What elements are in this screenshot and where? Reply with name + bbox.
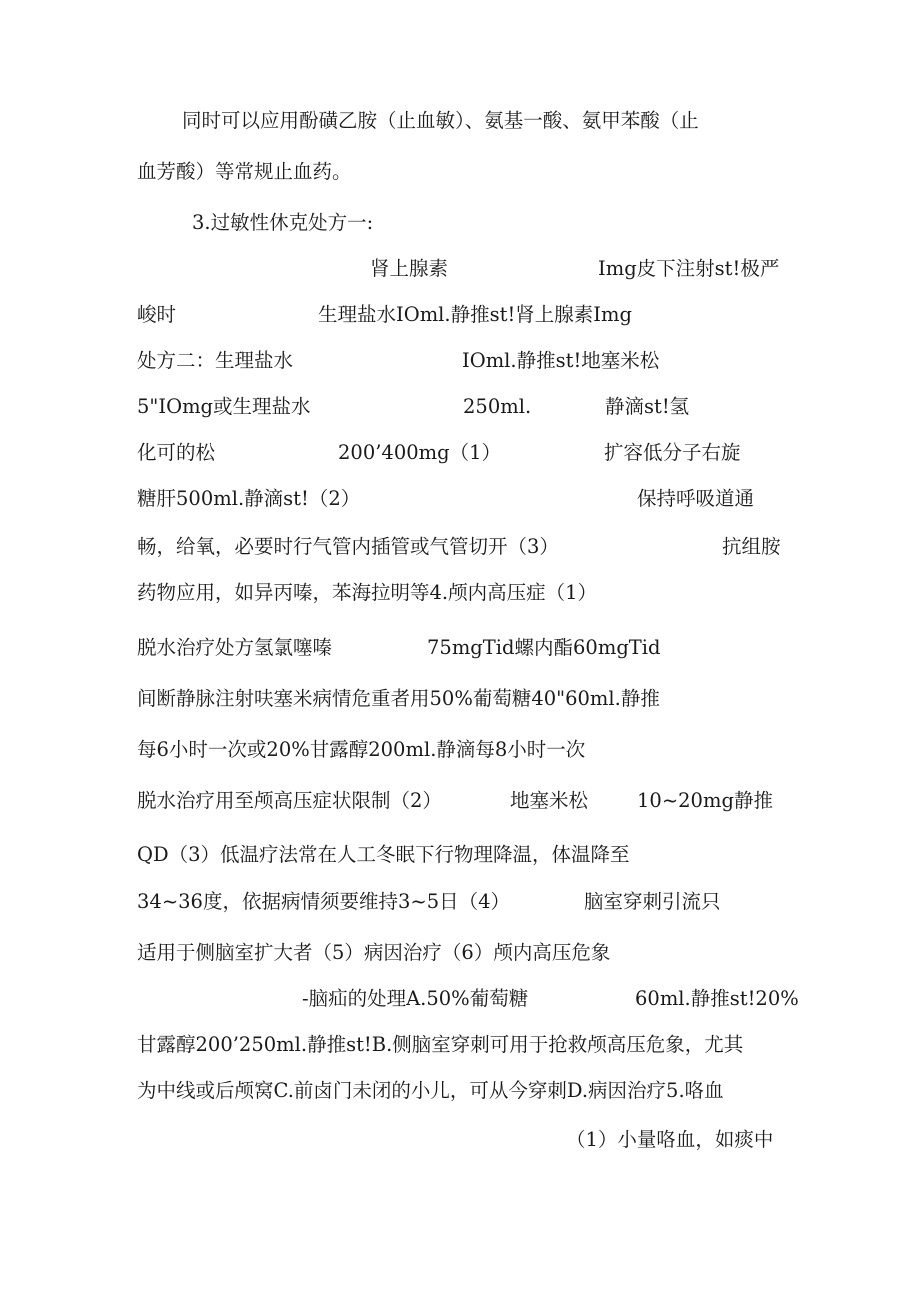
text-line-18: 适用于侧脑室扩大者（5）病因治疗（6）颅内高压危象 — [137, 941, 611, 964]
text-line-1: 同时可以应用酚磺乙胺（止血敏）、氨基一酸、氨甲苯酸（止 — [182, 109, 699, 132]
text-line-17b: 脑室穿刺引流只 — [584, 890, 721, 913]
text-line-14: 每6小时一次或20%甘露醇200ml.静滴每8小时一次 — [137, 738, 586, 761]
text-line-7b: 250ml. — [463, 395, 532, 418]
text-line-11: 药物应用，如异丙嗪，苯海拉明等4.颅内高压症（1） — [137, 581, 598, 604]
text-line-7c: 静滴st!氢 — [605, 395, 690, 418]
text-line-4b: Img皮下注射st!极严 — [598, 257, 780, 280]
text-line-12b: 75mgTid螺内酯60mgTid — [427, 636, 661, 659]
text-line-17a: 34~36度，依据病情须要维持3~5日（4） — [137, 890, 511, 913]
text-line-19a: -脑疝的处理A.50%葡萄糖 — [302, 987, 529, 1010]
text-line-15c: 10~20mg静推 — [637, 789, 773, 812]
text-line-4a: 肾上腺素 — [370, 257, 449, 280]
text-line-5a: 峻时 — [137, 303, 177, 326]
text-line-19b: 60ml.静推st!20% — [635, 987, 799, 1010]
text-line-10a: 畅，给氧，必要时行气管内插管或气管切开（3） — [137, 535, 559, 558]
text-line-12a: 脱水治疗处方氢氯噻嗪 — [137, 636, 333, 659]
text-line-9b: 保持呼吸道通 — [637, 487, 755, 510]
text-line-15b: 地塞米松 — [510, 789, 589, 812]
text-line-5b: 生理盐水IOml.静推st!肾上腺素Img — [318, 303, 632, 326]
text-line-16: QD（3）低温疗法常在人工冬眠下行物理降温，体温降至 — [137, 843, 630, 866]
text-line-9a: 糖肝500ml.静滴st!（2） — [137, 487, 361, 510]
text-line-7a: 5"IOmg或生理盐水 — [137, 395, 311, 418]
text-line-10b: 抗组胺 — [722, 535, 781, 558]
text-line-8b: 200’400mg（1） — [338, 441, 502, 464]
text-line-21: 为中线或后颅窝C.前卤门未闭的小儿，可从今穿刺D.病因治疗5.咯血 — [137, 1079, 724, 1102]
text-line-8a: 化可的松 — [137, 441, 216, 464]
text-line-8c: 扩容低分子右旋 — [604, 441, 741, 464]
text-line-13: 间断静脉注射呋塞米病情危重者用50%葡萄糖40"60ml.静推 — [137, 687, 660, 710]
text-line-2: 血芳酸）等常规止血药。 — [137, 160, 352, 183]
text-line-6a: 处方二：生理盐水 — [137, 349, 294, 372]
text-line-15a: 脱水治疗用至颅高压症状限制（2） — [137, 789, 442, 812]
text-line-22: （1）小量咯血，如痰中 — [566, 1128, 774, 1151]
section-heading-anaphylactic-shock: 3.过敏性休克处方一: — [192, 211, 374, 234]
text-line-6b: IOml.静推st!地塞米松 — [462, 349, 660, 372]
text-line-20: 甘露醇200’250ml.静推st!B.侧脑室穿刺可用于抢救颅高压危象，尤其 — [137, 1033, 744, 1056]
